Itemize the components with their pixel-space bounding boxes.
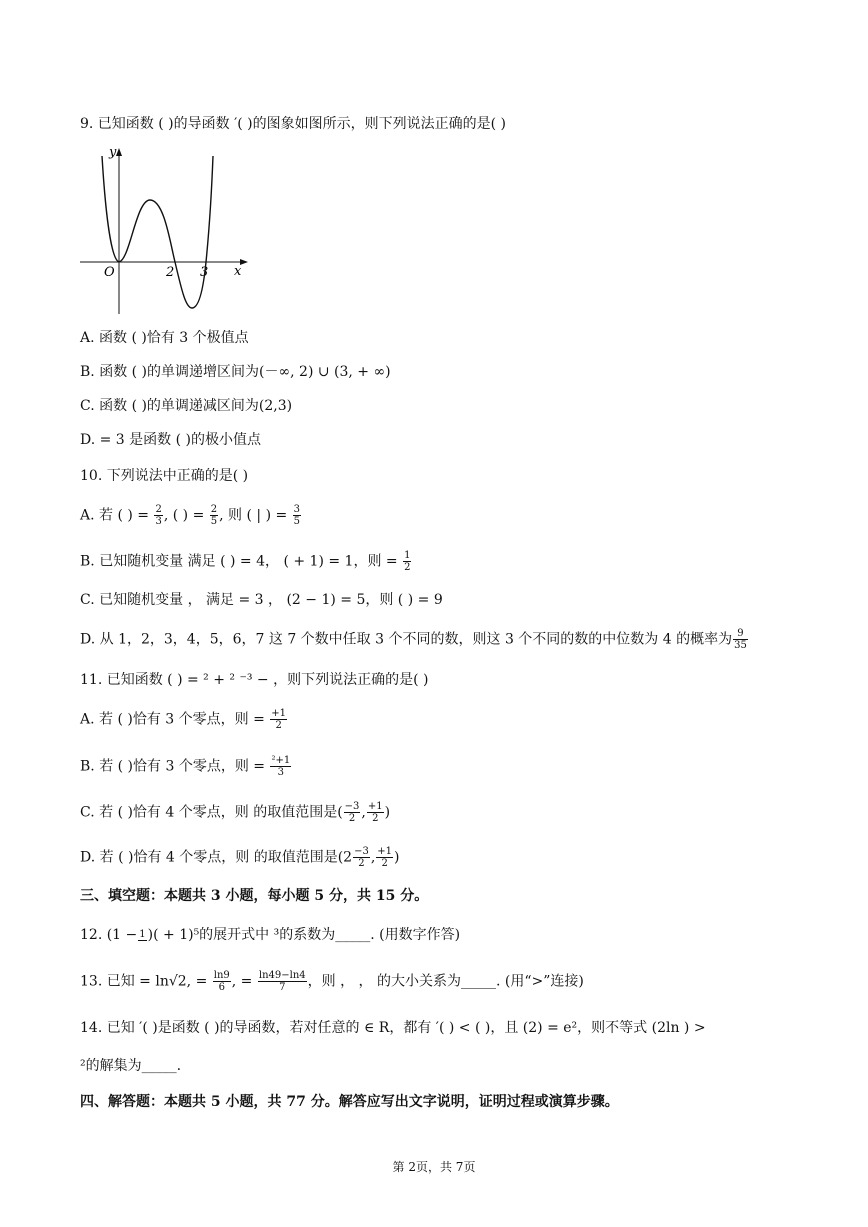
- fraction: $\frac{+1}{2}$: [377, 846, 393, 869]
- q11-option-b: B. 若 ( )恰有 3 个零点，则 = $\frac{\text{²+1}}{3}$: [80, 755, 291, 778]
- fraction: $\frac{-3}{2}$: [344, 801, 360, 824]
- q9-option-c: C. 函数 ( )的单调递减区间为(2,3): [80, 398, 293, 414]
- fraction: $\frac{1}{2}$: [404, 550, 411, 573]
- q10-option-d: D. 从 1，2，3，4，5，6，7 这 7 个数中任取 3 个不同的数，则这 3 个不同的数的中位数为 4 的概率为 $\frac{9}{35}$: [80, 628, 747, 651]
- origin-label: O: [104, 265, 115, 280]
- q10-option-c: C. 已知随机变量 ， 满足 = 3 ， (2 − 1) = 5，则 ( ) = 9: [80, 592, 443, 608]
- tick-2: 2: [166, 265, 175, 280]
- section-3-heading: 三、填空题：本题共 3 小题，每小题 5 分，共 15 分。: [80, 888, 429, 904]
- q9-option-b: B. 函数 ( )的单调递增区间为(－∞, 2) ∪ (3, + ∞): [80, 364, 391, 380]
- y-axis-label: y: [109, 145, 117, 160]
- fraction: $\frac{+1}{2}$: [367, 801, 383, 824]
- page-footer: 第 2页，共 7页: [392, 1160, 476, 1174]
- tick-3: 3: [200, 265, 209, 280]
- fraction: $\frac{\ln 9}{6}$: [213, 970, 230, 993]
- q11-stem: 11. 已知函数 ( ) = ² + ² ⁻³ − ，则下列说法正确的是( ): [80, 672, 429, 688]
- fraction: $\frac{+1}{2}$: [271, 708, 287, 731]
- q10-option-a: A. 若 ( ) = $\frac{2}{3}$ , ( ) = $\frac{2}{5}$ , 则 ( | ) = $\frac{3}{5}$: [80, 504, 301, 527]
- q9-option-d: D. = 3 是函数 ( )的极小值点: [80, 432, 261, 448]
- fraction: 1: [139, 929, 146, 940]
- fraction: $\frac{2}{3}$: [155, 504, 162, 527]
- fraction: $\frac{-3}{2}$: [354, 846, 369, 869]
- fraction: $\frac{3}{5}$: [293, 504, 301, 527]
- fraction: $\frac{\text{²+1}}{3}$: [271, 755, 291, 778]
- q14-line-2: ²的解集为_____.: [80, 1058, 182, 1074]
- q11-option-a: A. 若 ( )恰有 3 个零点，则 = $\frac{+1}{2}$: [80, 708, 287, 731]
- fraction: $\frac{2}{5}$: [210, 504, 218, 527]
- section-4-heading: 四、解答题：本题共 5 小题，共 77 分。解答应写出文字说明，证明过程或演算步骤。: [80, 1094, 619, 1110]
- q11-option-d: D. 若 ( )恰有 4 个零点，则 的取值范围是(2 $\frac{-3}{2}$ , $\frac{+1}{2}$ ): [80, 846, 400, 869]
- q10-option-b: B. 已知随机变量 满足 ( ) = 4， ( + 1) = 1，则 = $\frac{1}{2}$: [80, 550, 411, 573]
- q11-option-c: C. 若 ( )恰有 4 个零点，则 的取值范围是( $\frac{-3}{2}$ , $\frac{+1}{2}$ ): [80, 801, 391, 824]
- fraction: $\frac{\ln 49-\ln 4}{7}$: [258, 970, 306, 993]
- q12: 12. (1 − 1 )( + 1)⁵的展开式中 ³的系数为_____. (用数字作答): [80, 927, 461, 943]
- q9-option-a: A. 函数 ( )恰有 3 个极值点: [80, 330, 249, 346]
- x-axis-label: x: [234, 264, 242, 279]
- q13: 13. 已知 = ln√2, = $\frac{\ln 9}{6}$ , = $\frac{\ln 49-\ln 4}{7}$ ，则 ， ， 的大小关系为_____. (用“>”连接): [80, 970, 584, 993]
- derivative-graph: [78, 142, 254, 317]
- q10-stem: 10. 下列说法中正确的是( ): [80, 468, 249, 484]
- q9-stem: 9. 已知函数 ( )的导函数 ′( )的图象如图所示，则下列说法正确的是( ): [80, 116, 507, 132]
- q14-line-1: 14. 已知 ′( )是函数 ( )的导函数，若对任意的 ∈ R，都有 ′( ) < ( )，且 (2) = e²，则不等式 (2ln ) >: [80, 1020, 706, 1036]
- fraction: $\frac{9}{35}$: [734, 628, 747, 651]
